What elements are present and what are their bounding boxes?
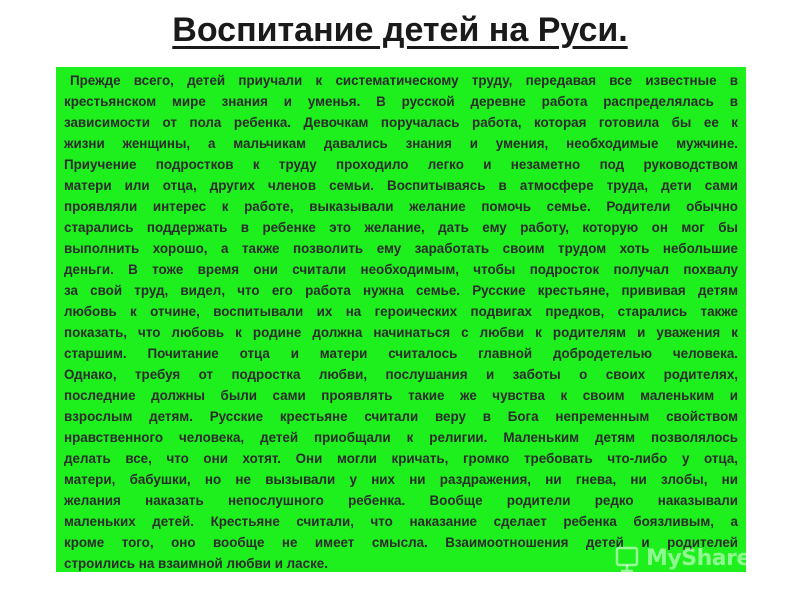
body-text-line: кроме того, оно вообще не имеет смысла. Взаимоотношения детей и родителей [64,535,738,550]
slide-title-text: Воспитание детей на Руси. [172,11,628,49]
myshared-logo-icon [612,543,642,573]
body-text-line: Прежде всего, детей приучали к систематическому труду, передавая все известные в [70,73,738,88]
body-text-line: выполнить хорошо, а также позволить ему заработать своим трудом хоть небольшие [64,241,738,256]
body-text-line: строились на взаимной любви и ласке. [64,556,328,571]
body-text-line: Однако, требуя от подростка любви, послушания и заботы о своих родителях, [64,367,738,382]
body-text-line: желания наказать непослушного ребенка. Вообще родители редко наказывали [64,493,738,508]
body-text-line: проявляли интерес к работе, выказывали желание помочь семье. Родители обычно [64,199,738,214]
body-text-line: матери, бабушки, но не вызывали у них ни раздражения, ни гнева, ни злобы, ни [64,472,738,487]
body-text-line: показать, что любовь к родине должна начинаться с любви к родителям и уважения к [64,325,738,340]
body-text-line: маленьких детей. Крестьяне считали, что наказание сделает ребенка боязливым, а [64,514,738,529]
body-text-line: старшим. Почитание отца и матери считалось главной добродетелью человека. [64,346,738,361]
body-text-line: Приучение подростков к труду проходило легко и незаметно под руководством [64,157,738,172]
body-text-line: нравственного человека, детей приобщали к религии. Маленьким детям позволялось [64,430,738,445]
body-text-line: жизни женщины, а мальчикам давались знания и умения, необходимые мужчине. [64,136,738,151]
body-text-line: последние должны были сами проявлять такие же чувства к своим маленьким и [64,388,738,403]
body-text-line: взрослым детям. Русские крестьяне считали веру в Бога непременным свойством [64,409,738,424]
body-text-line: крестьянском мире знания и уменья. В русской деревне работа распределялась в [64,94,738,109]
body-text-line: делать все, что они хотят. Они могли кричать, громко требовать что-либо у отца, [64,451,738,466]
watermark [612,540,766,576]
body-text-line: за свой труд, видел, что его работа нужна семье. Русские крестьяне, прививая детям [64,283,738,298]
body-text-line: старались поддержать в ребенке это желание, дать ему работу, которую он мог бы [64,220,738,235]
body-text-line: зависимости от пола ребенка. Девочкам поручалась работа, которая готовила бы ее к [64,115,738,130]
body-text-line: матери или отца, других членов семьи. Воспитываясь в атмосфере труда, дети сами [64,178,738,193]
body-text-line: любовь к отчине, воспитывали их на героических подвигах предков, старались также [64,304,738,319]
slide-title [0,8,800,52]
body-text-line: деньги. В тоже время они считали необходимым, чтобы подросток получал похвалу [64,262,738,277]
watermark-text: MyShared [646,545,767,571]
slide-text-box [56,67,746,572]
